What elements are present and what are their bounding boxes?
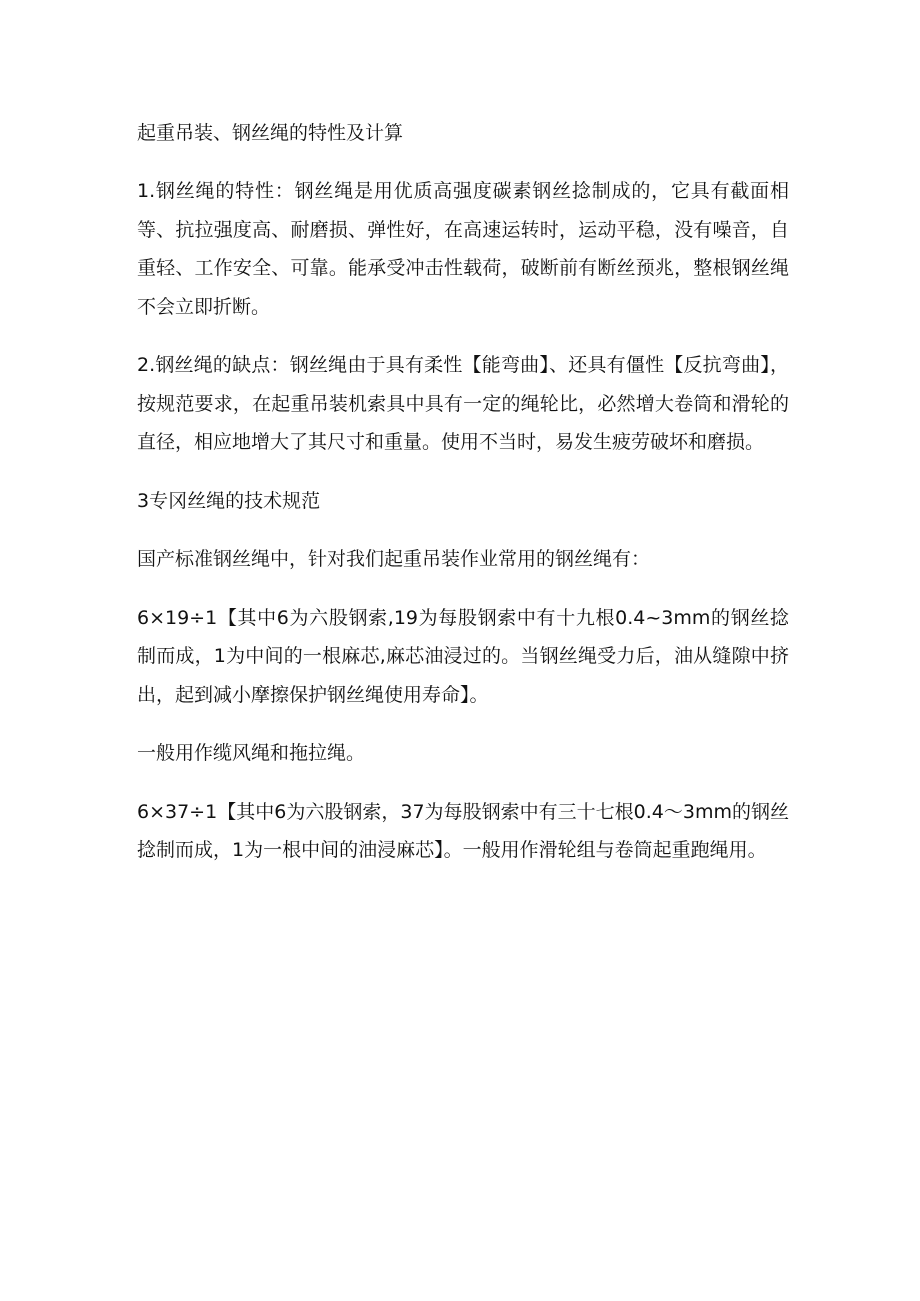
paragraph-section-heading-specs: 3专冈丝绳的技术规范 xyxy=(137,489,321,512)
paragraph-domestic-standard-intro: 国产标准钢丝绳中，针对我们起重吊装作业常用的钢丝绳有： xyxy=(137,548,651,570)
document-title: 起重吊装、钢丝绳的特性及计算 xyxy=(137,122,404,144)
document-body xyxy=(137,114,789,890)
paragraph-6x19-usage: 一般用作缆风绳和拖拉绳。 xyxy=(137,742,366,764)
paragraph-6x19-spec: 6×19÷1【其中6为六股钢索,19为每股钢索中有十九根0.4~3mm的钢丝捻制而成，1为中间的一根麻芯,麻芯油浸过的。当钢丝绳受力后，油从缝隙中挤出，起到减小摩擦保护钢丝绳使用寿命】。 xyxy=(137,606,789,706)
paragraph-6x37-spec: 6×37÷1【其中6为六股钢索，37为每股钢索中有三十七根0.4～3mm的钢丝捻制而成，1为一根中间的油浸麻芯】。一般用作滑轮组与卷筒起重跑绳用。 xyxy=(137,800,789,861)
paragraph-wire-rope-properties: 1.钢丝绳的特性：钢丝绳是用优质高强度碳素钢丝捻制成的，它具有截面相等、抗拉强度高、耐磨损、弹性好，在高速运转时，运动平稳，没有噪音，自重轻、工作安全、可靠。能承受冲击性载荷，破断前有断丝预兆，整根钢丝绳不会立即折断。 xyxy=(137,180,789,318)
paragraph-wire-rope-drawbacks: 2.钢丝绳的缺点：钢丝绳由于具有柔性【能弯曲】、还具有僵性【反抗弯曲】，按规范要求，在起重吊装机索具中具有一定的绳轮比，必然增大卷筒和滑轮的直径，相应地增大了其尺寸和重量。使用不当时，易发生疲劳破坏和磨损。 xyxy=(137,354,789,453)
